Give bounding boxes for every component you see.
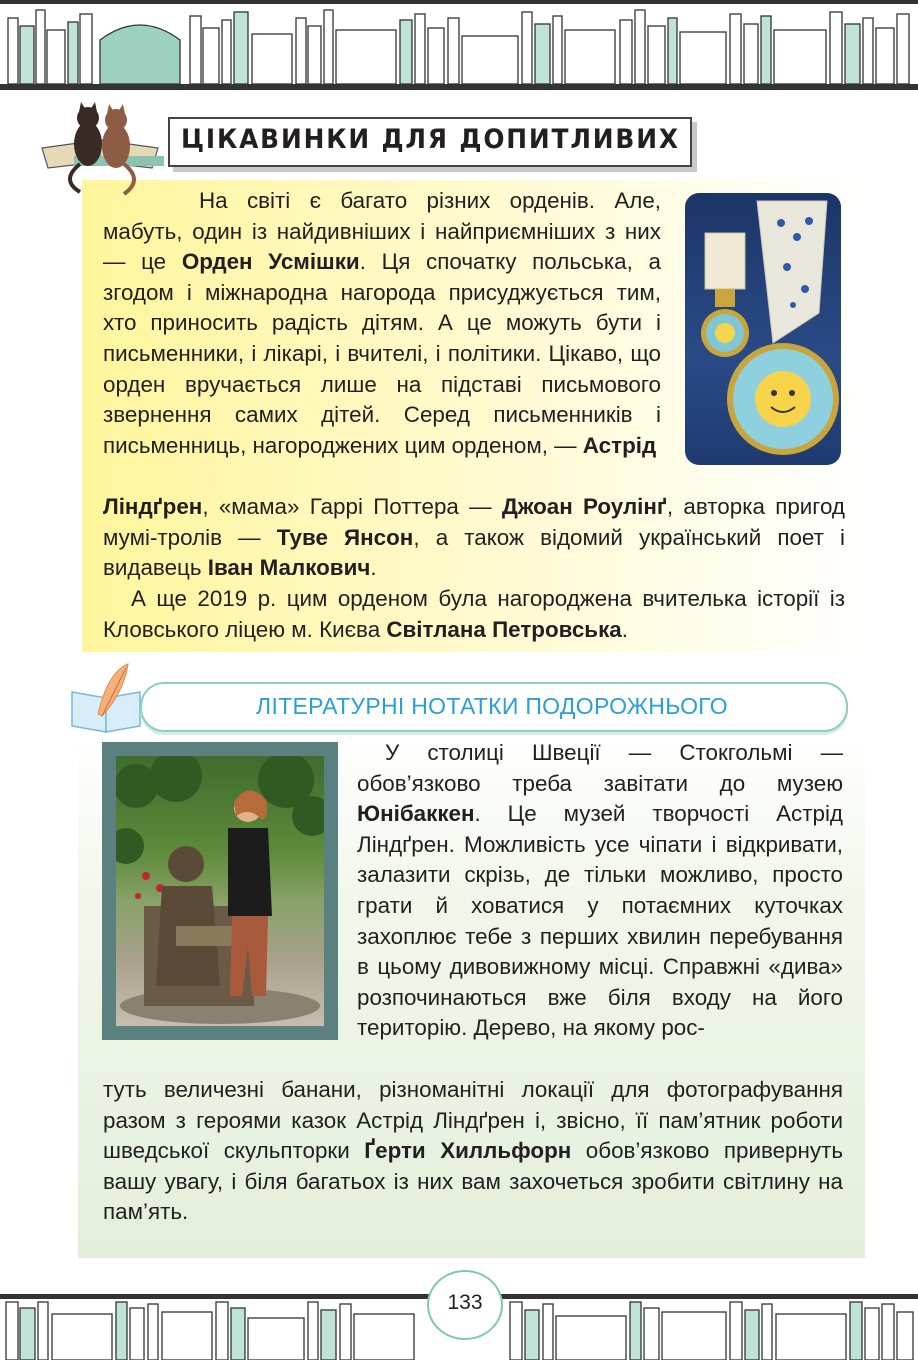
intro-paragraph: На світі є багато різних орденів. Але, мабуть, один із найдивніших і найприємніших з них — це Орден Усмішки. Ця спочатку польська, а згодом і міжнародна нагорода присуджується тим, хто приносить радість дітям. А це можуть бути і письменники, і лікарі, і вчителі, і політики. Цікаво, що орден вручається лише на підставі письмового звернення самих дітей. Серед письменників і письменниць, нагороджених цим орденом, — Астрід [103, 188, 661, 458]
order-name: Орден Усмішки [181, 249, 360, 275]
museum-monument-photo [102, 742, 338, 1040]
open-book-feather-icon [68, 662, 148, 734]
museum-paragraph-continued: туть величезні банани, різноманітні локації для фотографування разом з героями казок Астрід Ліндґрен і, звісно, її пам’ятник роботи шведської скульпторки Ґерти Хилльфорн обов’язково привернуть вашу увагу, і біля багатьох із них вам захочеться зробити світлину на пам’ять. [103, 1077, 843, 1225]
section-title: ЛІТЕРАТУРНІ НОТАТКИ ПОДОРОЖНЬОГО [256, 693, 728, 719]
laureates-paragraph: Ліндґрен, «мама» Гаррі Поттера — Джоан Роулінґ, авторка пригод мумі-тролів — Туве Янсон, а також відомий український поет і видавець Іван Малкович. [103, 494, 845, 581]
section-title: ЦІКАВИНКИ ДЛЯ ДОПИТЛИВИХ [181, 124, 680, 155]
order-of-smile-photo [685, 193, 841, 465]
teacher-paragraph: А ще 2019 р. цим орденом була нагороджена вчителька історії із Кловського ліцею м. Києва Світлана Петровська. [103, 586, 845, 642]
museum-paragraph: У столиці Швеції — Стокгольмі — обов’язково треба завітати до музею Юнібаккен. Це музей творчості Астрід Ліндґрен. Можливість усе чіпати і відкривати, залазити скрізь, де тільки можливо, просто грати й ховатися у потаємних куточках захоплює тебе з перших хвилин перебування в цьому дивовижному місці. Справжні «дива» розпочинаються вже біля входу на його територію. Дерево, на якому рос- [357, 740, 843, 1041]
page-number: 133 [427, 1270, 503, 1340]
cats-on-book-icon [40, 100, 170, 200]
bookshelf-border-top [0, 0, 918, 92]
